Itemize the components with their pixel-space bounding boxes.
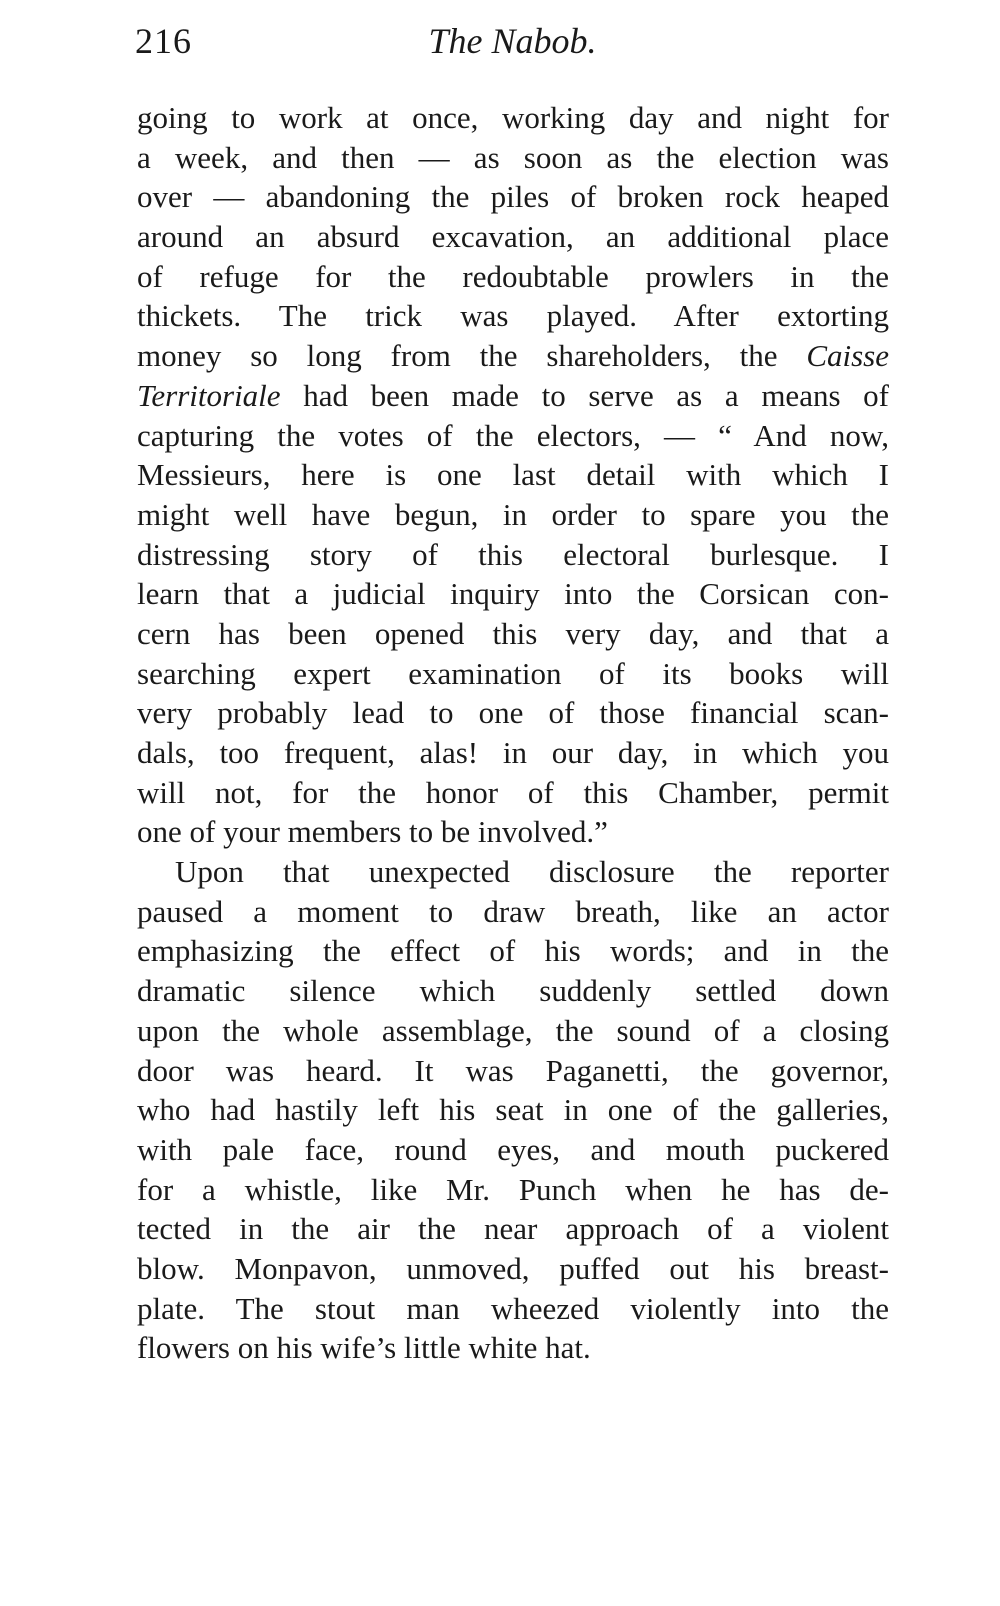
text-line [137,336,889,376]
text-line: might well have begun, in order to spare you the [137,496,889,532]
text-line: who had hastily left his seat in one of the galleries, [137,1092,889,1128]
text-line: with pale face, round eyes, and mouth puckered [137,1131,889,1167]
text-line: for a whistle, like Mr. Punch when he has de- [137,1171,889,1207]
text-line: going to work at once, working day and night for [137,100,889,135]
text-line: dramatic silence which suddenly settled down [137,973,889,1009]
text-line [137,376,889,416]
page-number: 216 [135,21,192,61]
text-line: thickets. The trick was played. After extorting [137,298,889,334]
text-line: will not, for the honor of this Chamber, permit [137,774,889,810]
text-line: blow. Monpavon, unmoved, puffed out his breast- [137,1250,889,1286]
text-line: a week, and then — as soon as the election was [137,139,889,175]
running-title: The Nabob. [428,21,597,61]
text-line: very probably lead to one of those financial scan- [137,695,889,731]
text-line: learn that a judicial inquiry into the Corsican con- [137,576,889,612]
text-line: door was heard. It was Paganetti, the governor, [137,1052,889,1088]
text-line: tected in the air the near approach of a violent [137,1211,889,1247]
text-line: of refuge for the redoubtable prowlers in the [137,258,889,294]
text-line: searching expert examination of its books will [137,655,889,691]
text-segment: had been made to serve as a means of [303,377,889,413]
text-line: Messieurs, here is one last detail with which I [137,457,889,493]
text-line: cern has been opened this very day, and that a [137,615,889,651]
text-line: over — abandoning the piles of broken rock heaped [137,179,889,215]
text-line: upon the whole assemblage, the sound of a closing [137,1012,889,1048]
italic-term: Territoriale [137,377,281,413]
text-line: around an absurd excavation, an additional place [137,219,889,255]
text-segment: money so long from the shareholders, the [137,338,778,374]
running-head [135,20,890,70]
text-line: distressing story of this electoral burlesque. I [137,536,889,572]
text-line: flowers on his wife’s little white hat. [137,1330,591,1366]
text-line: emphasizing the effect of his words; and in the [137,933,889,969]
text-line: Upon that unexpected disclosure the reporter [175,854,889,890]
italic-term: Caisse [806,338,890,374]
text-line: plate. The stout man wheezed violently into the [137,1290,889,1326]
text-line: dals, too frequent, alas! in our day, in which you [137,735,889,770]
body-text [137,98,889,1368]
text-line: paused a moment to draw breath, like an actor [137,893,889,929]
text-line: capturing the votes of the electors, — “ And now, [137,417,889,453]
text-line: one of your members to be involved.” [137,814,608,850]
